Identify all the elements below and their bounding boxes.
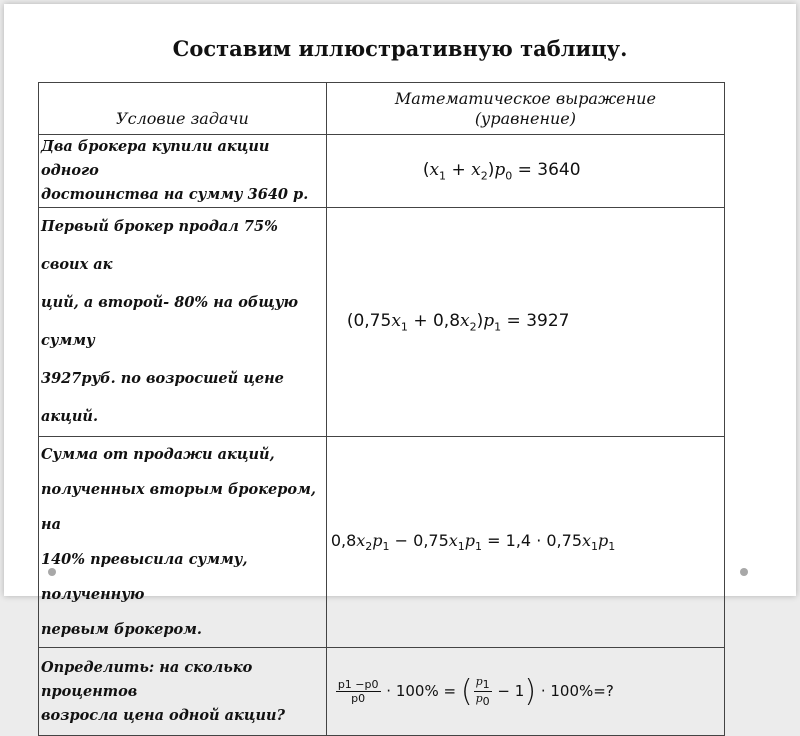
- condition-cell: [39, 437, 327, 648]
- condition-line: первым брокером.: [41, 621, 202, 638]
- condition-line: 3927руб. по возросшей цене акций.: [41, 370, 284, 425]
- condition-line: достоинства на сумму 3640 р.: [41, 186, 309, 203]
- condition-line: Определить: на сколько процентов: [41, 658, 253, 700]
- equation-text: $(x_1 + x_2)p_0 = 3640$: [422, 159, 581, 183]
- condition-line: Первый брокер продал 75% своих ак: [41, 218, 278, 273]
- table-row: [39, 648, 725, 736]
- fraction: $\frac{p1 -p0}{p0}$: [337, 678, 379, 705]
- illustrative-table: [38, 82, 725, 736]
- condition-cell: [39, 648, 327, 736]
- equation-cell: [326, 208, 724, 437]
- table-row: [39, 437, 725, 648]
- condition-line: 140% превысила сумму, полученную: [41, 551, 248, 603]
- condition-line: Сумма от продажи акций,: [41, 446, 275, 463]
- equation-cell: [326, 437, 724, 648]
- condition-line: ций, а второй- 80% на общую сумму: [41, 294, 299, 349]
- fraction: $\frac{p_1}{p_0}$: [475, 674, 490, 709]
- equation-text: $(0,75x_1 + 0,8x_2)p_1 = 3927$: [346, 310, 570, 334]
- header-equation-line1: Математическое выражение: [394, 88, 656, 108]
- table-header-row: [39, 83, 725, 135]
- equation-cell: [326, 135, 724, 208]
- table-row: [39, 135, 725, 208]
- equation-text: $0,8x_2p_1 - 0,75x_1p_1 = 1,4 \cdot 0,75x_1p_1$: [330, 530, 616, 554]
- header-equation-line2: (уравнение): [474, 108, 576, 128]
- corner-dot-icon: [740, 568, 748, 576]
- table-row: [39, 208, 725, 437]
- condition-line: возросла цена одной акции?: [41, 706, 286, 724]
- condition-line: полученных вторым брокером, на: [41, 481, 316, 533]
- equation-text: $\frac{p1 -p0}{p0}$ · 100% = ( $\frac{p_1}{p_0}$ − 1) · 100%=?: [337, 674, 614, 709]
- page-title: Составим иллюстративную таблицу.: [172, 36, 628, 61]
- condition-line: Два брокера купили акции одного: [41, 138, 270, 179]
- header-condition: Условие задачи: [39, 83, 327, 135]
- condition-cell: [39, 208, 327, 437]
- equation-cell: [326, 648, 724, 736]
- header-equation: [326, 83, 724, 135]
- condition-cell: [39, 135, 327, 208]
